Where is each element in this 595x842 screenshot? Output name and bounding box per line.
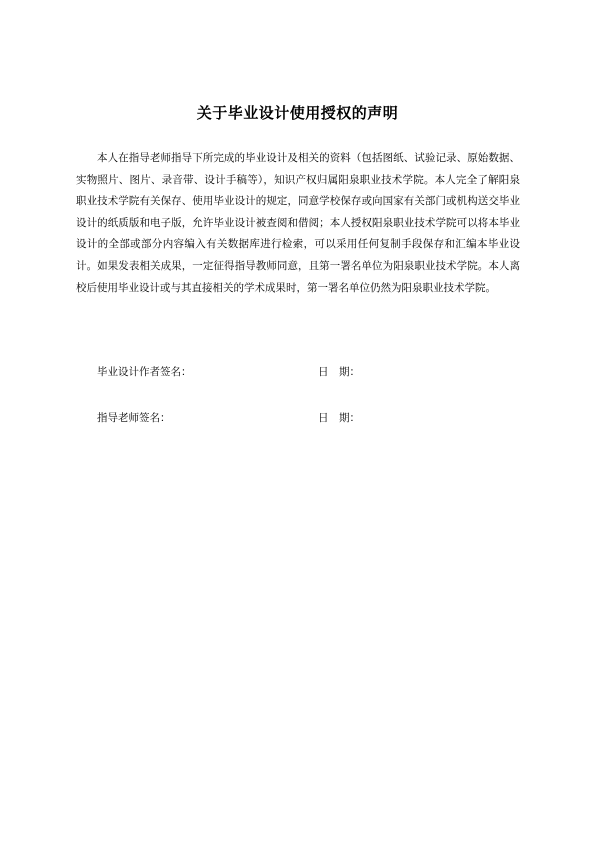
declaration-paragraph: 本人在指导老师指导下所完成的毕业设计及相关的资料（包括图纸、试验记录、原始数据、实物照片、图片、录音带、设计手稿等），知识产权归属阳泉职业技术学院。本人完全了解阳泉职业技术学院有关保存、使用毕业设计的规定，同意学校保存或向国家有关部门或机构送交毕业设计的纸质版和电子版，允许毕业设计被查阅和借阅；本人授权阳泉职业技术学院可以将本毕业设计的全部或部分内容编入有关数据库进行检索，可以采用任何复制手段保存和汇编本毕业设计。如果发表相关成果，一定征得指导教师同意，且第一署名单位为阳泉职业技术学院。本人离校后使用毕业设计或与其直接相关的学术成果时，第一署名单位仍然为阳泉职业技术学院。 — [76, 152, 520, 294]
author-signature-label: 毕业设计作者签名： — [97, 366, 192, 378]
page-title: 关于毕业设计使用授权的声明 — [196, 104, 399, 122]
advisor-signature-label: 指导老师签名： — [97, 412, 171, 424]
advisor-signature-row — [97, 408, 497, 428]
author-signature-row — [97, 362, 497, 382]
advisor-date-label: 日 期： — [318, 412, 360, 424]
author-date-label: 日 期： — [318, 366, 360, 378]
